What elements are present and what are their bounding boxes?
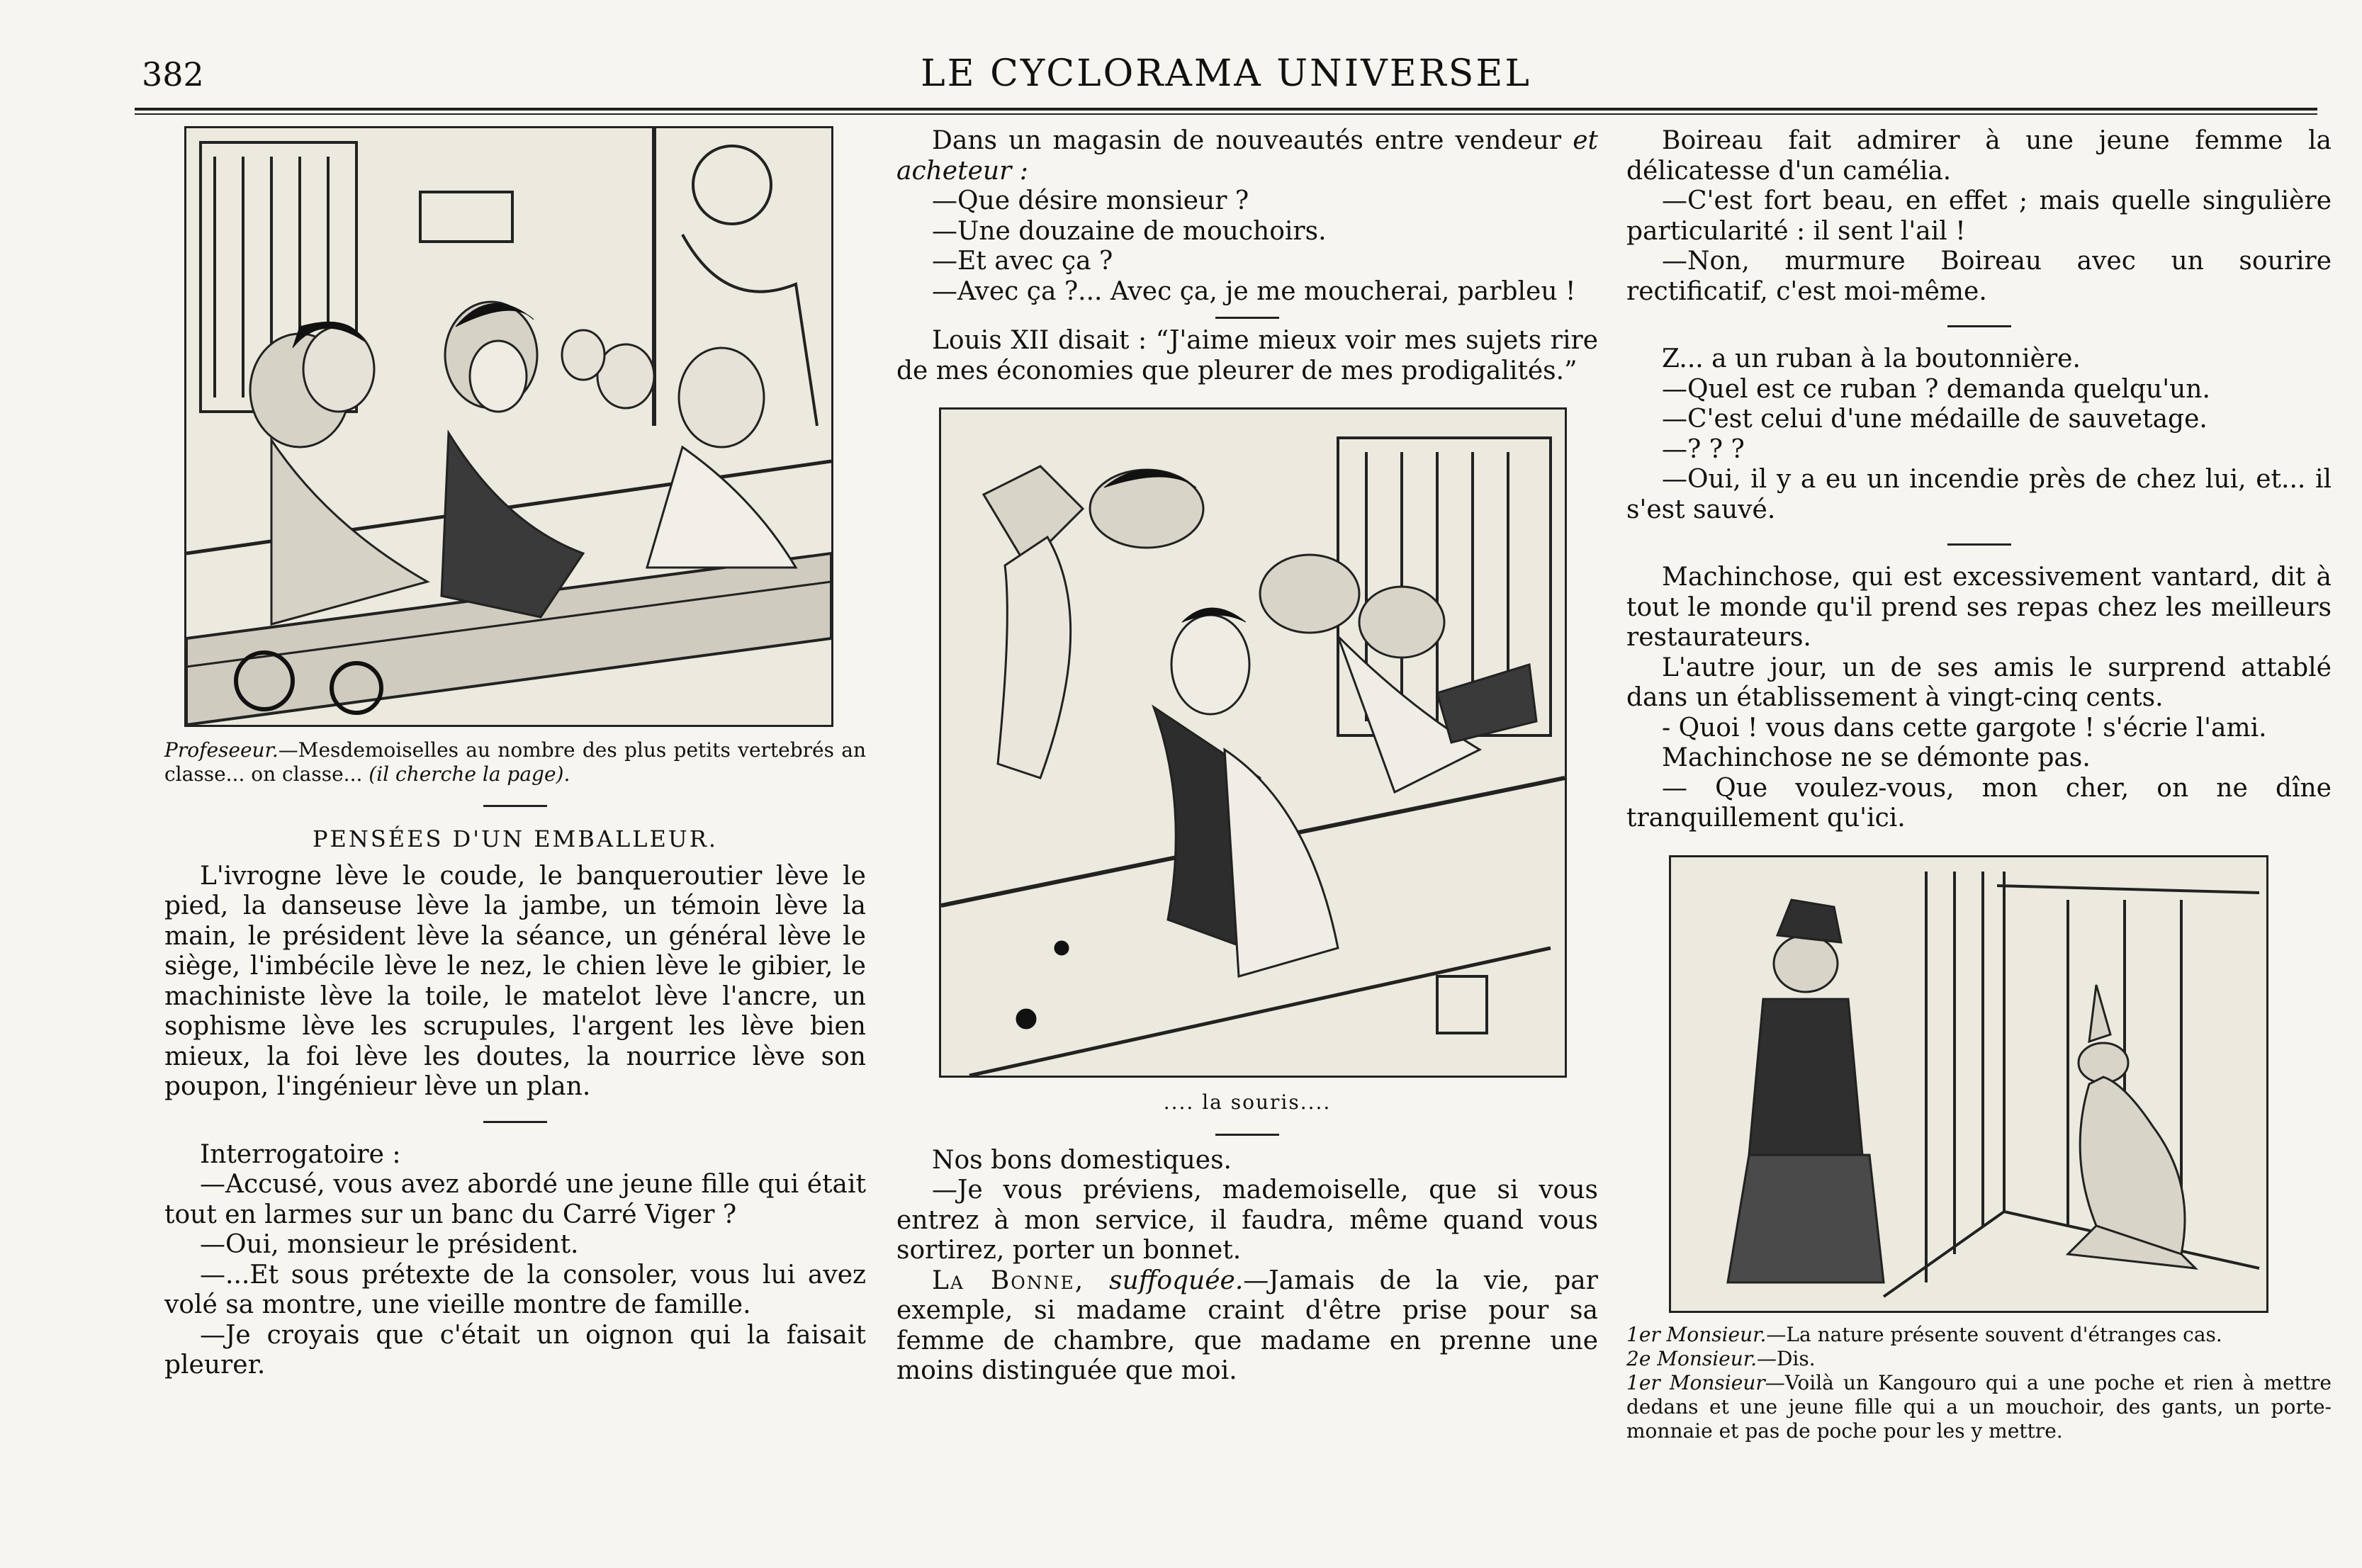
classroom-caption bbox=[164, 738, 866, 786]
bonne-label: La Bonne, bbox=[932, 1265, 1085, 1295]
souris-caption: .... la souris.... bbox=[1163, 1090, 1332, 1114]
interrogatoire-line: —Je croyais que c'était un oignon qui la faisait pleurer. bbox=[164, 1320, 866, 1380]
machinchose-line: Machinchose ne se démonte pas. bbox=[1662, 743, 2091, 772]
louis-paragraph: Louis XII disait : “J'aime mieux voir mes sujets rire de mes économies que pleurer de mes prodigalités.” bbox=[896, 326, 1598, 385]
separator bbox=[1215, 1134, 1279, 1136]
column-1 bbox=[164, 126, 866, 1381]
separator bbox=[483, 1121, 547, 1123]
page-number: 382 bbox=[142, 55, 204, 94]
kangaroo-drawing bbox=[1671, 857, 2266, 1311]
domestiques-title: Nos bons domestiques. bbox=[932, 1145, 1232, 1175]
souris-drawing bbox=[941, 410, 1565, 1076]
caption-line bbox=[1626, 1323, 2332, 1347]
magasin-intro-italic: et acheteur : bbox=[896, 126, 1598, 186]
caption-speaker: Profeseeur. bbox=[164, 738, 279, 762]
column-2 bbox=[896, 126, 1598, 1387]
caption-text: —La nature présente souvent d'étranges cas. bbox=[1766, 1322, 2222, 1346]
domestiques-line: —Je vous préviens, mademoiselle, que si vous entrez à mon service, il faudra, même quand vous sortirez, porter un bonnet. bbox=[896, 1175, 1598, 1265]
magasin-intro-text: Dans un magasin de nouveautés entre vendeur bbox=[932, 126, 1562, 155]
boireau-paragraph: Boireau fait admirer à une jeune femme la délicatesse d'un camélia. bbox=[1626, 126, 2332, 186]
bonne-text: —Jamais de la vie, par exemple, si madame craint d'être prise pour sa femme de chambre, que madame en prenne une moins distinguée que moi. bbox=[896, 1265, 1598, 1385]
bonne-line bbox=[896, 1266, 1598, 1387]
magasin-intro bbox=[896, 126, 1598, 186]
separator bbox=[1215, 317, 1279, 319]
souris-illustration bbox=[939, 407, 1567, 1078]
machinchose-paragraph-2: L'autre jour, un de ses amis le surprend attablé dans un établissement à vingt-cinq cents. bbox=[1626, 653, 2332, 712]
boireau-line: —Non, murmure Boireau avec un sourire rectificatif, c'est moi-même. bbox=[1626, 247, 2332, 306]
caption-text: —Dis. bbox=[1756, 1346, 1816, 1370]
ruban-line: —? ? ? bbox=[1662, 434, 1745, 464]
boireau-line: —C'est fort beau, en effet ; mais quelle singulière particularité : il sent l'ail ! bbox=[1626, 186, 2332, 246]
ruban-line: —Oui, il y a eu un incendie près de chez lui, et... il s'est sauvé. bbox=[1626, 465, 2332, 524]
caption-line bbox=[1626, 1347, 2332, 1371]
caption-speaker: 1er Monsieur. bbox=[1626, 1322, 1767, 1346]
journal-title: LE CYCLORAMA UNIVERSEL bbox=[921, 52, 1531, 95]
interrogatoire-line: —Accusé, vous avez abordé une jeune fille qui était tout en larmes sur un banc du Carré Viger ? bbox=[164, 1170, 866, 1229]
page-header bbox=[135, 50, 2317, 106]
emballeur-paragraph: L'ivrogne lève le coude, le banqueroutier lève le pied, la danseuse lève la jambe, un témoin lève la main, le président lève la séance, un général lève le siège, l'imbécile lève le nez, le chien lève le gibier, le machiniste lève la toile, le matelot lève l'ancre, un sophisme lève les scrupules, l'argent les lève bien mieux, la foi lève les doutes, la nourrice lève son poupon, l'ingénieur lève un plan. bbox=[164, 861, 866, 1101]
header-rule-thin bbox=[135, 113, 2317, 115]
separator bbox=[483, 805, 547, 807]
machinchose-line: — Que voulez-vous, mon cher, on ne dîne tranquillement qu'ici. bbox=[1626, 773, 2332, 833]
caption-line bbox=[1626, 1371, 2332, 1443]
machinchose-paragraph: Machinchose, qui est excessivement vantard, dit à tout le monde qu'il prend ses repas chez les meilleurs restaurateurs. bbox=[1626, 563, 2332, 652]
classroom-drawing bbox=[186, 128, 831, 725]
magasin-line: —Avec ça ?... Avec ça, je me moucherai, parbleu ! bbox=[932, 276, 1576, 306]
separator bbox=[1947, 543, 2011, 546]
caption-speaker: 1er Monsieur bbox=[1626, 1370, 1765, 1394]
interrogatoire-line: —...Et sous prétexte de la consoler, vous lui avez volé sa montre, une vieille montre de famille. bbox=[164, 1260, 866, 1319]
header-rule bbox=[135, 108, 2317, 111]
kangaroo-illustration bbox=[1669, 855, 2268, 1313]
separator bbox=[1947, 325, 2011, 327]
bonne-stage-direction: suffoquée. bbox=[1109, 1265, 1244, 1295]
interrogatoire-title: Interrogatoire : bbox=[200, 1139, 401, 1169]
ruban-line: —C'est celui d'une médaille de sauvetage. bbox=[1662, 405, 2208, 434]
caption-speaker: 2e Monsieur. bbox=[1626, 1346, 1757, 1370]
kangaroo-caption bbox=[1626, 1323, 2332, 1443]
magasin-line: —Que désire monsieur ? bbox=[932, 186, 1249, 215]
ruban-intro: Z... a un ruban à la boutonnière. bbox=[1662, 344, 2081, 373]
machinchose-line: - Quoi ! vous dans cette gargote ! s'écrie l'ami. bbox=[1662, 713, 2267, 743]
caption-text: —Voilà un Kangouro qui a une poche et rien à mettre dedans et une jeune fille qui a un mouchoir, des gants, un porte-monnaie et pas de poche pour les y mettre. bbox=[1626, 1370, 2332, 1443]
section-title-emballeur: PENSÉES D'UN EMBALLEUR. bbox=[312, 825, 719, 852]
column-3 bbox=[1626, 126, 2332, 1443]
ruban-line: —Quel est ce ruban ? demanda quelqu'un. bbox=[1662, 374, 2210, 404]
magasin-line: —Une douzaine de mouchoirs. bbox=[932, 216, 1327, 246]
interrogatoire-line: —Oui, monsieur le président. bbox=[200, 1230, 579, 1259]
classroom-illustration bbox=[184, 126, 833, 727]
magasin-line: —Et avec ça ? bbox=[932, 247, 1113, 276]
caption-text: —Mesdemoiselles au nombre des plus petits vertebrés an classe... on classe... bbox=[164, 738, 866, 786]
caption-stage-direction: (il cherche la page). bbox=[369, 762, 570, 786]
